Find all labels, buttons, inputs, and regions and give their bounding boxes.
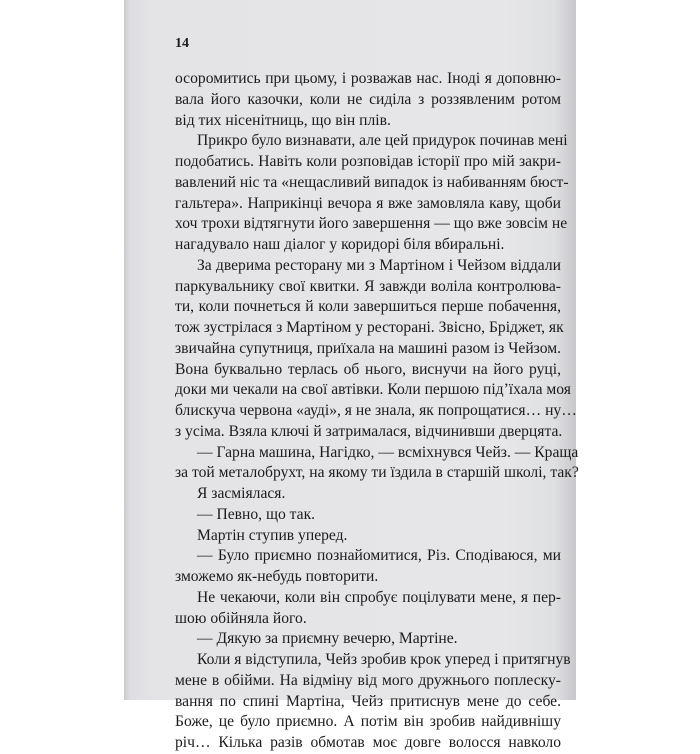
text-line: ти, коли почнеться й коли завершиться перше побачення, xyxy=(175,298,561,316)
book-page xyxy=(124,0,579,751)
text-line: Боже, це було приємно. А потім він зробив найдивнішу xyxy=(175,713,561,731)
text-line: звичайна супутниця, приїхала на машині разом із Чейзом. xyxy=(175,339,561,357)
page-number: 14 xyxy=(175,36,189,51)
text-line: Коли я відступила, Чейз зробив крок уперед і притягнув xyxy=(197,651,571,668)
text-line: Не чекаючи, коли він спробує поцілувати мене, я пер- xyxy=(197,588,561,606)
text-line: за той металобрухт, на якому ти їздила в старшій школі, так? xyxy=(175,464,579,482)
text-line: доки ми чекали на свої автівки. Коли першою під’їхала моя xyxy=(175,381,571,399)
text-line: вання по спині Мартіна, Чейз притиснув мене до себе. xyxy=(175,692,561,710)
text-line: від тих нісенітниць, що він плів. xyxy=(175,111,391,129)
text-line: тож зустрілася з Мартіном у ресторані. Звісно, Бріджет, як xyxy=(175,319,564,336)
text-line: річ… Кілька разів обмотав моє довге волосся навколо xyxy=(175,734,561,751)
text-line: мене в обійми. На відміну від мого дружнього поплеску- xyxy=(175,671,561,689)
text-line: Прикро було визнавати, але цей придурок починав мені xyxy=(197,132,568,150)
text-line: паркувальнику свої квитки. Я завжди воліла контролюва- xyxy=(175,277,561,295)
text-line: Я засміялася. xyxy=(197,485,286,502)
text-line: подобатись. Навіть коли розповідав історії про мій закри- xyxy=(175,153,561,170)
text-line: гальтера». Наприкінці вечора я вже замовляла каву, щоби xyxy=(175,194,561,212)
text-line: нагадувало наш діалог у коридорі біля вбиральні. xyxy=(175,236,505,253)
text-line: вавлений ніс та «нещасливий випадок із набиванням бюст- xyxy=(175,173,569,191)
text-line: зможемо як-небудь повторити. xyxy=(175,568,379,585)
text-line: Мартін ступив уперед. xyxy=(197,526,348,544)
text-line: Вона буквально терлась об нього, виснучи на його руці, xyxy=(175,360,561,378)
body-text xyxy=(175,69,579,754)
text-line: — Дякую за приємну вечерю, Мартіне. xyxy=(197,630,458,648)
text-line: — Гарна машина, Нагідко, — всміхнувся Чейз. — Краща xyxy=(197,443,579,461)
text-line: блискуча червона «ауді», я не знала, як попрощатися… ну… xyxy=(175,402,577,419)
text-line: — Було приємно познайомитися, Різ. Сподіваюся, ми xyxy=(197,547,561,565)
text-line: За дверима ресторану ми з Мартіном і Чейзом віддали xyxy=(197,256,561,274)
text-line: вала його казочки, коли не сиділа з роззявленим ротом xyxy=(175,90,561,108)
text-line: з усіма. Взяла ключі й затрималася, відчинивши дверцята. xyxy=(175,422,563,440)
text-line: хоч трохи відтягнути його завершення — що вже зовсім не xyxy=(175,215,568,233)
text-line: осоромитись при цьому, і розважав нас. Іноді я доповню- xyxy=(175,70,561,87)
text-line: шою обійняла його. xyxy=(175,609,307,627)
text-line: — Певно, що так. xyxy=(197,505,316,523)
